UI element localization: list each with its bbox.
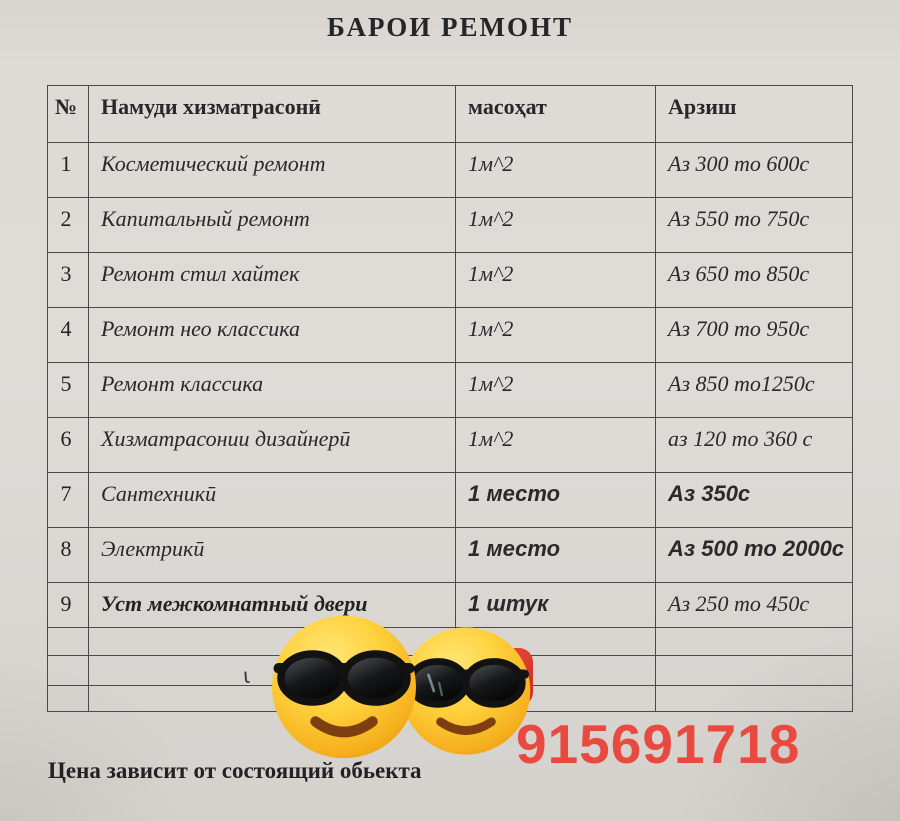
table-row: [48, 143, 853, 198]
row-price: Аз 700 то 950с: [656, 308, 853, 363]
table-row: [48, 583, 853, 628]
page-title: БАРОИ РЕМОНТ: [326, 12, 574, 42]
row-service: Сантехникӣ: [89, 473, 456, 528]
row-num: 1: [48, 143, 89, 198]
row-price: Аз 650 то 850с: [656, 253, 853, 308]
header-price: Арзиш: [656, 86, 853, 143]
table-row: [48, 253, 853, 308]
pen-mark: ɩ: [242, 663, 251, 689]
row-area: 1 штук: [456, 583, 656, 628]
table-row: [48, 308, 853, 363]
row-num: 6: [48, 418, 89, 473]
table-row: [48, 198, 853, 253]
row-area: 1м^2: [456, 253, 656, 308]
table-row: [48, 418, 853, 473]
row-num: 9: [48, 583, 89, 628]
header-area: масоҳат: [456, 86, 656, 143]
row-num: 4: [48, 308, 89, 363]
row-area: 1м^2: [456, 143, 656, 198]
row-price: Аз 350с: [656, 473, 853, 528]
row-price: Аз 250 то 450с: [656, 583, 853, 628]
row-area: 1м^2: [456, 308, 656, 363]
row-num: 7: [48, 473, 89, 528]
phone-number: 915691718: [516, 713, 801, 775]
row-area: 1м^2: [456, 198, 656, 253]
table-row: [48, 528, 853, 583]
row-service: Ремонт классика: [89, 363, 456, 418]
price-table: [47, 85, 853, 712]
table-header-row: [48, 86, 853, 143]
row-service: Капитальный ремонт: [89, 198, 456, 253]
row-num: 8: [48, 528, 89, 583]
row-price: аз 120 то 360 с: [656, 418, 853, 473]
row-service: Ремонт стил хайтек: [89, 253, 456, 308]
row-price: Аз 500 то 2000с: [656, 528, 853, 583]
row-service: Хизматрасонии дизайнерӣ: [89, 418, 456, 473]
row-area: 1м^2: [456, 418, 656, 473]
footer-note: Цена зависит от состоящий обьекта: [48, 758, 422, 783]
row-service: Ремонт нео классика: [89, 308, 456, 363]
row-num: 5: [48, 363, 89, 418]
row-area: 1 место: [456, 528, 656, 583]
row-num: 2: [48, 198, 89, 253]
row-price: Аз 300 то 600с: [656, 143, 853, 198]
table-row: [48, 473, 853, 528]
table-row: [48, 363, 853, 418]
header-service: Намуди хизматрасонӣ: [89, 86, 456, 143]
row-area: 1м^2: [456, 363, 656, 418]
row-price: Аз 850 то1250с: [656, 363, 853, 418]
row-service: Электрикӣ: [89, 528, 456, 583]
row-area: 1 место: [456, 473, 656, 528]
row-num: 3: [48, 253, 89, 308]
row-service: Косметический ремонт: [89, 143, 456, 198]
row-price: Аз 550 то 750с: [656, 198, 853, 253]
row-service: Уст межкомнатный двери: [89, 583, 456, 628]
sunglasses-emoji-icon: [260, 612, 428, 762]
header-num: №: [48, 86, 89, 143]
